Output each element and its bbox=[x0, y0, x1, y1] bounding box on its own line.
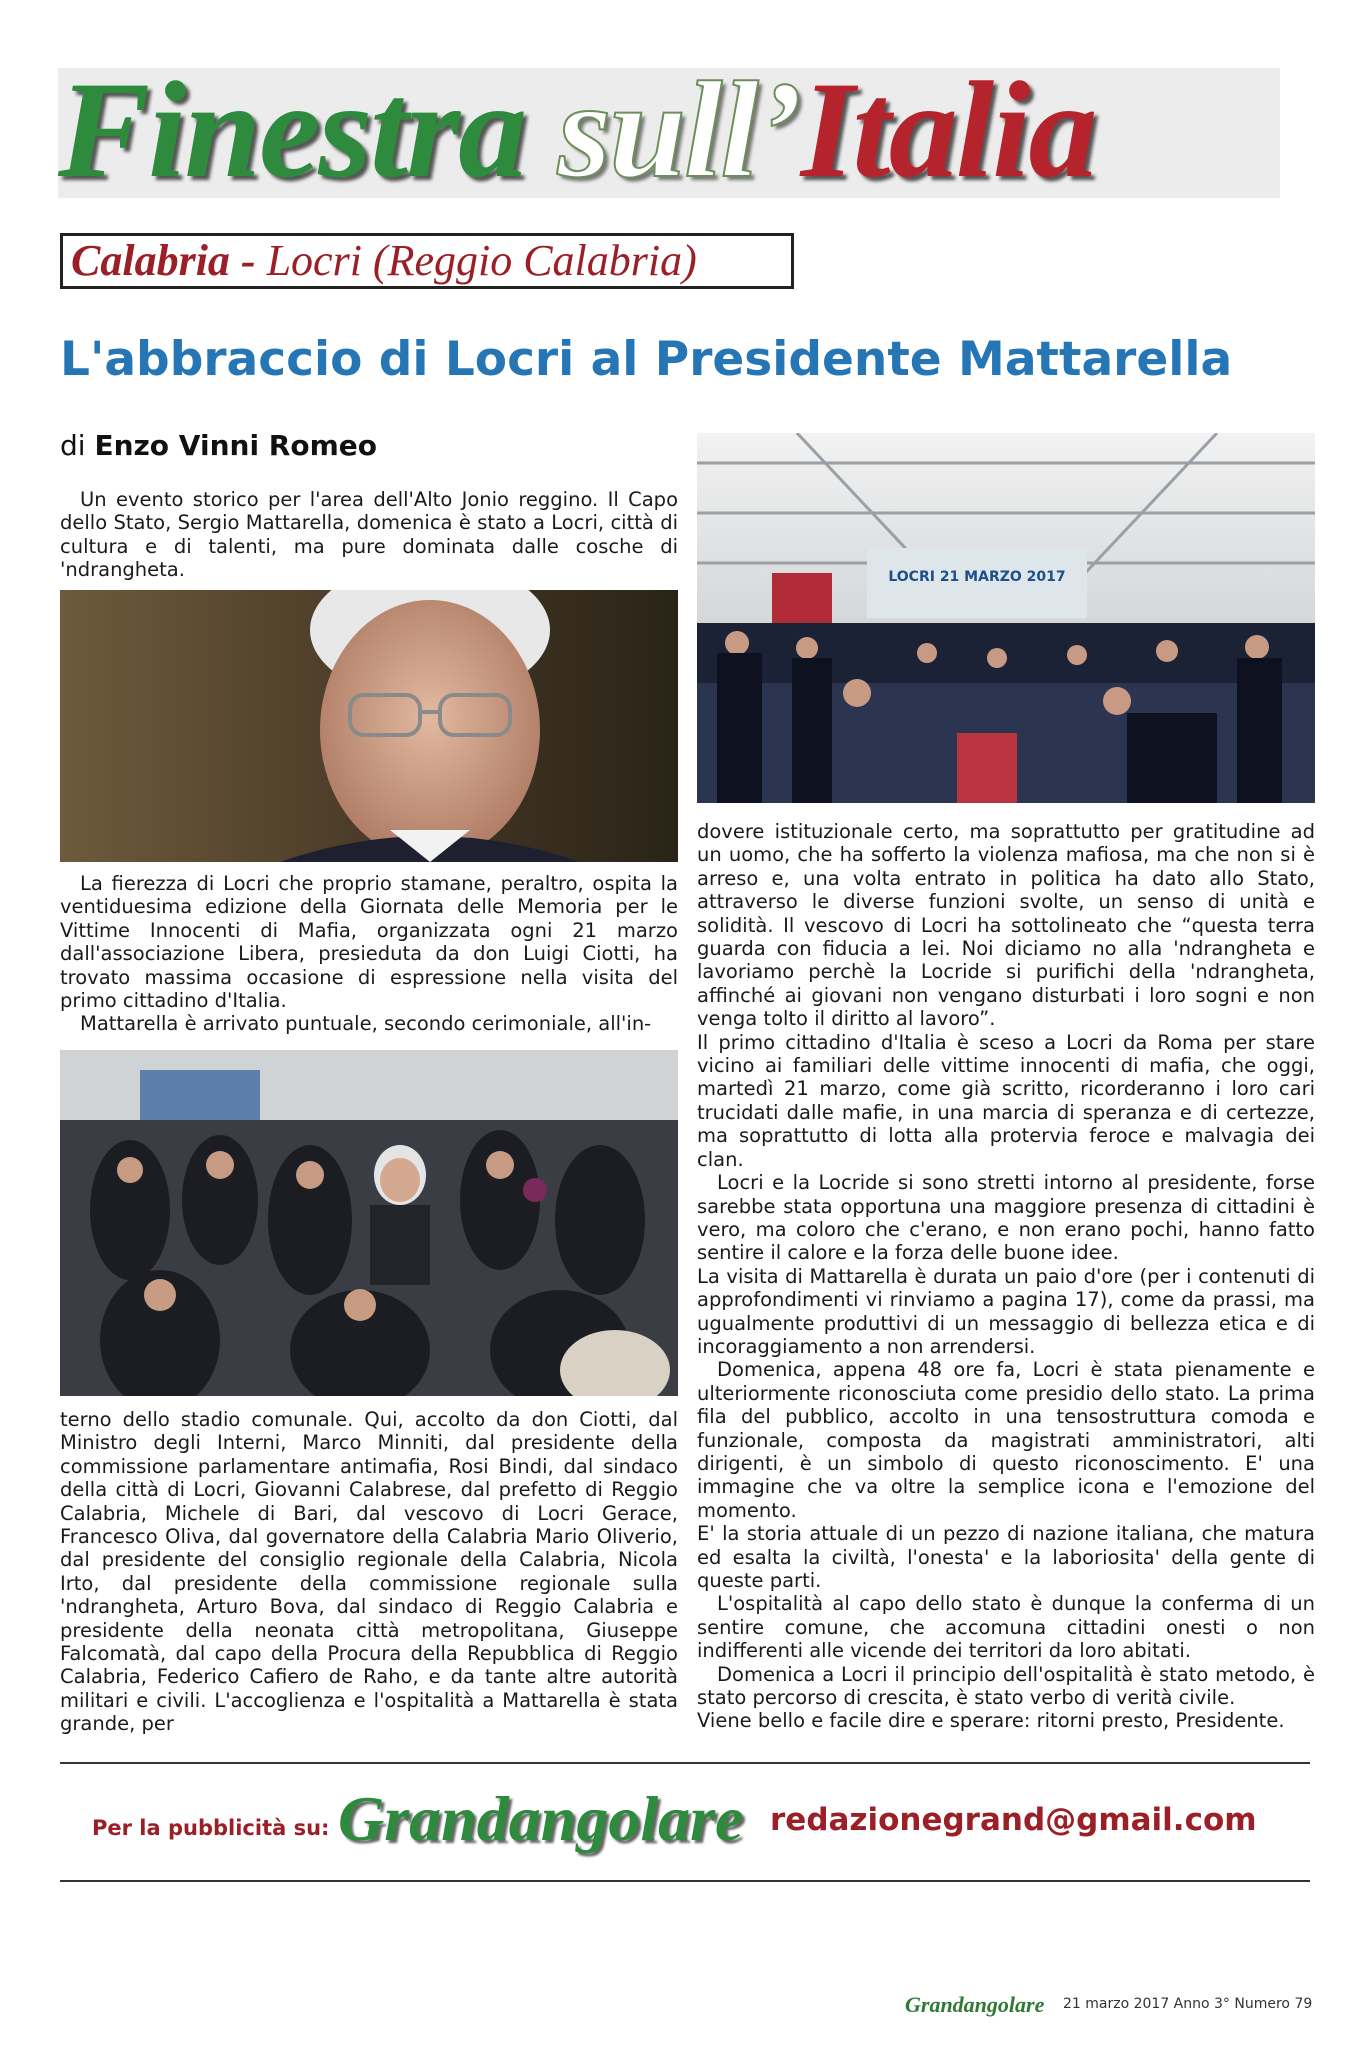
ad-logo: Grandangolare bbox=[338, 1783, 744, 1854]
article-paragraph: Viene bello e facile dire e sperare: ritorni presto, Presidente. bbox=[697, 1709, 1285, 1733]
article-paragraph: Domenica, appena 48 ore fa, Locri è stata pienamente e ulteriormente riconosciuta come presidio dello stato. La prima fila del pubblico, accolto in una tensostruttura comoda e funzionale, composta da magistrati amministratori, alti dirigenti, è un simbolo di questo riconoscimento. E' una immagine che va oltre la semplice icona e l'emozione del momento. bbox=[697, 1358, 1315, 1522]
masthead-word-sull: sull’ bbox=[557, 53, 801, 206]
article-paragraph: La fierezza di Locri che proprio stamane, peraltro, ospita la ventiduesima edizione della Giornata delle Memoria per le Vittime Innocenti di Mafia, organizzata ogni 21 marzo dall'associazione Libera, presieduta da don Luigi Ciotti, ha trovato massima occasione di espressione nella visita del primo cittadino d'Italia. bbox=[60, 872, 678, 1013]
article-column-right bbox=[697, 820, 1315, 1733]
ad-label: Per la pubblicità su: bbox=[92, 1816, 330, 1840]
byline bbox=[60, 428, 377, 464]
divider-top bbox=[60, 1762, 1310, 1764]
byline-prefix: di bbox=[60, 429, 95, 462]
article-column-left-bottom bbox=[60, 1408, 678, 1736]
portrait-photo bbox=[60, 590, 678, 862]
article-intro bbox=[60, 488, 678, 582]
byline-author: Enzo Vinni Romeo bbox=[94, 429, 377, 462]
tent-banner-text: LOCRI 21 MARZO 2017 bbox=[888, 569, 1066, 585]
article-paragraph: L'ospitalità al capo dello stato è dunque la conferma di un sentire comune, che accomuna cittadini onesti o non indifferenti alle vicende dei territori da loro abitati. bbox=[697, 1592, 1315, 1663]
article-paragraph: Domenica a Locri il principio dell'ospitalità è stato metodo, è stato percorso di crescita, è stato verbo di verità civile. bbox=[697, 1662, 1315, 1710]
ad-email-link[interactable]: redazionegrand@gmail.com bbox=[770, 1802, 1257, 1838]
article-column-left-mid bbox=[60, 872, 678, 1036]
article-paragraph: Locri e la Locride si sono stretti intorno al presidente, forse sarebbe stata opportuna una maggiore presenza di cittadini è vero, ma coloro che c'erano, e non erano pochi, hanno fatto sentire il calore e la forza delle buone idee. bbox=[697, 1171, 1315, 1265]
crowd-photo bbox=[60, 1050, 678, 1396]
masthead-title bbox=[58, 53, 1280, 206]
footer-issue-info: 21 marzo 2017 Anno 3° Numero 79 bbox=[1063, 1996, 1313, 2012]
section-label bbox=[60, 233, 794, 289]
masthead-word-italia: Italia bbox=[800, 53, 1096, 206]
section-place: Locri (Reggio Calabria) bbox=[255, 236, 697, 285]
masthead-word-finestra: Finestra bbox=[58, 53, 526, 206]
article-paragraph: Un evento storico per l'area dell'Alto Jonio reggino. Il Capo dello Stato, Sergio Mattarella, domenica è stato a Locri, città di cultura e di talenti, ma pure dominata dalle cosche di 'ndrangheta. bbox=[60, 488, 678, 582]
section-region: Calabria - bbox=[71, 236, 256, 285]
article-paragraph: E' la storia attuale di un pezzo di nazione italiana, che matura ed esalta la civiltà, l'onesta' e la laboriosita' della gente di queste parti. bbox=[697, 1522, 1315, 1592]
article-paragraph: La visita di Mattarella è durata un paio d'ore (per i contenuti di approfondimenti vi rinviamo a pagina 17), come da prassi, ma ugualmente produttivi di un messaggio di bellezza etica e di incoraggiamento a non arrendersi. bbox=[697, 1264, 1315, 1358]
article-paragraph: terno dello stadio comunale. Qui, accolto da don Ciotti, dal Ministro degli Interni, Marco Minniti, dal presidente della commissione parlamentare antimafia, Rosi Bindi, dal sindaco della città di Locri, Giovanni Calabrese, dal prefetto di Reggio Calabria, Michele di Bari, dal vescovo di Locri Gerace, Francesco Oliva, dal governatore della Calabria Mario Oliverio, dal presidente del consiglio regionale della Calabria, Nicola Irto, dal presidente della commissione regionale sulla 'ndrangheta, Arturo Bova, dal sindaco di Reggio Calabria e presidente della neonata città metropolitana, Giuseppe Falcomatà, dal capo della Procura della Repubblica di Reggio Calabria, Federico Cafiero de Raho, e da tante altre autorità militari e civili. L'accoglienza e l'ospitalità a Mattarella è stata grande, per bbox=[60, 1408, 678, 1736]
page-title: L'abbraccio di Locri al Presidente Mattarella bbox=[60, 332, 1233, 387]
article-paragraph: Mattarella è arrivato puntuale, secondo cerimoniale, all'in- bbox=[80, 1012, 652, 1036]
divider-bottom bbox=[60, 1880, 1310, 1882]
article-paragraph: dovere istituzionale certo, ma soprattutto per gratitudine ad un uomo, che ha sofferto la violenza mafiosa, ma che non si è arreso e, una volta entrato in politica ha dato allo Stato, attraverso le diverse funzioni svolte, un senso di unità e solidità. Il vescovo di Locri ha sottolineato che “questa terra guarda con fiducia a lei. Noi diciamo no alla 'ndrangheta e lavoriamo perchè la Locride si purifichi della 'ndrangheta, affinché ai giovani non vengano disturbati i loro sogni e non venga tolto il diritto al lavoro”. bbox=[697, 820, 1315, 1031]
footer-publication: Grandangolare bbox=[905, 1992, 1045, 2017]
tent-photo bbox=[697, 433, 1315, 803]
article-paragraph: Il primo cittadino d'Italia è sceso a Locri da Roma per stare vicino ai familiari delle vittime innocenti di mafia, che oggi, martedì 21 marzo, come già scritto, ricorderanno i loro cari trucidati dalle mafie, in una marcia di speranza e di certezze, ma soprattutto di lotta alla protervia feroce e malvagia dei clan. bbox=[697, 1030, 1315, 1171]
masthead bbox=[58, 53, 1280, 206]
